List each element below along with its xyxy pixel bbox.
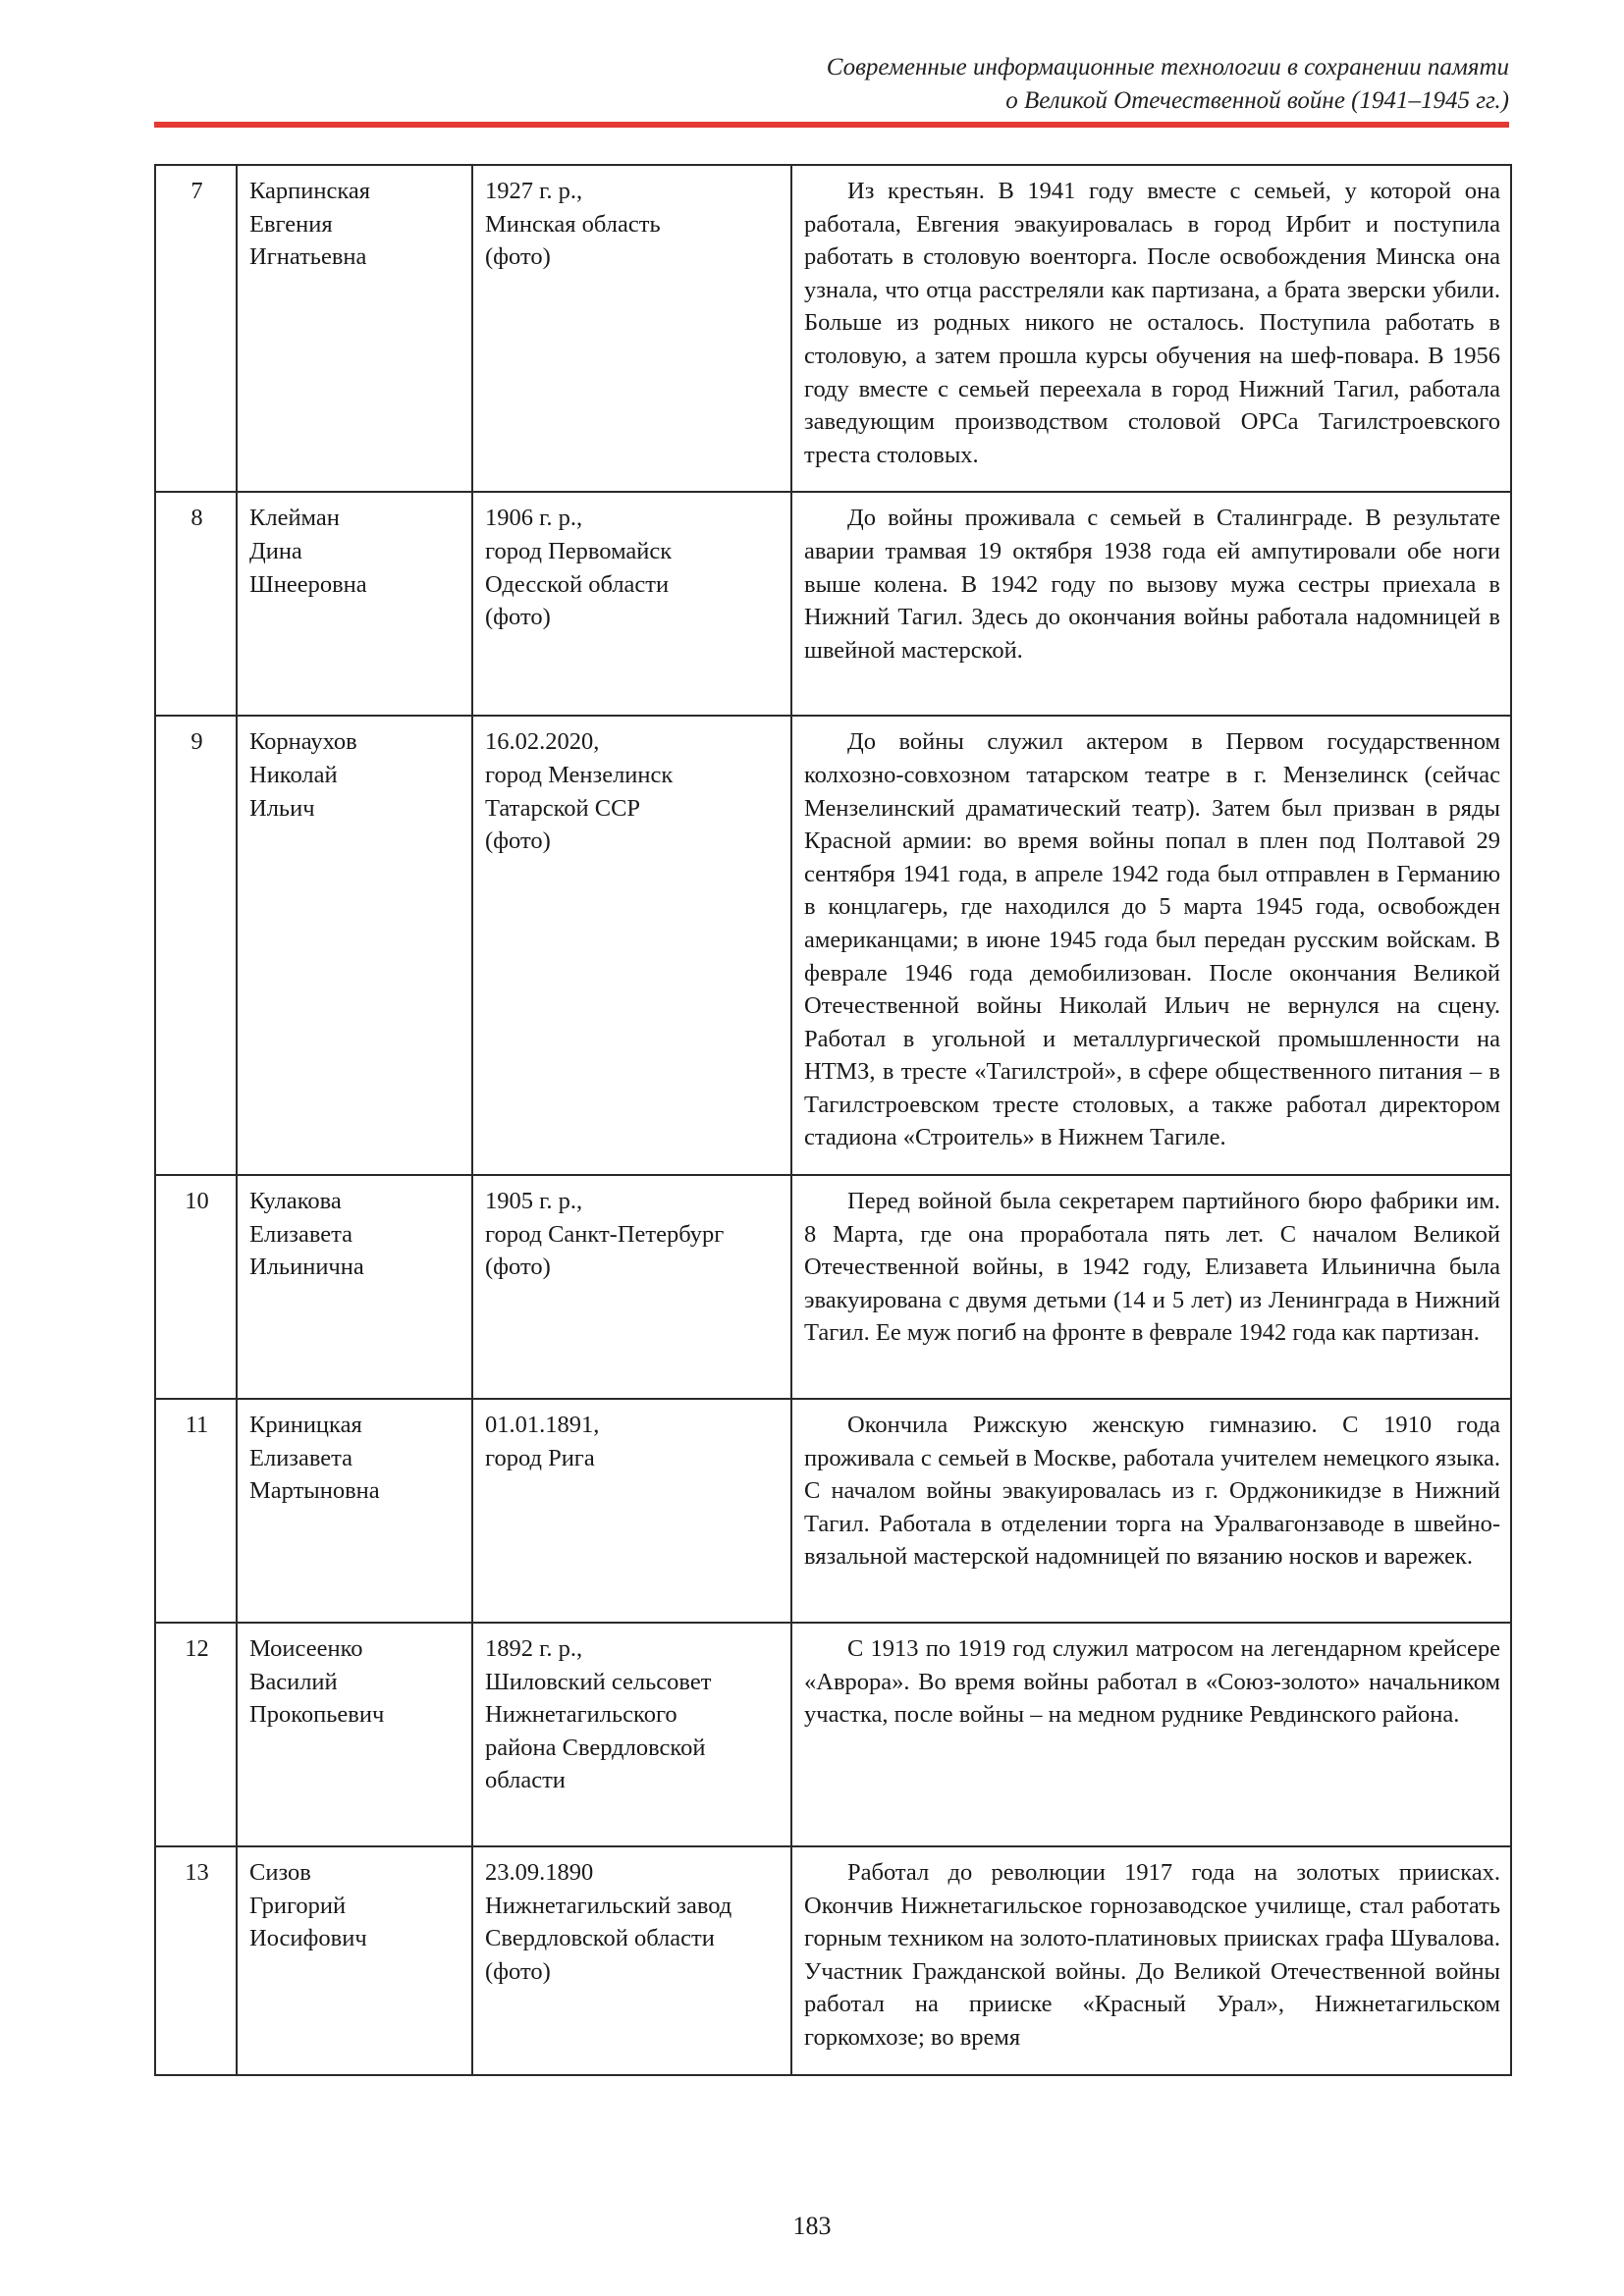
table-row [155,1175,1511,1399]
birth-line: 23.09.1890 [485,1859,594,1887]
table-row [155,165,1511,492]
name-line: Иосифович [249,1925,367,1952]
birth-line: город Мензелинск [485,761,674,788]
name-line: Сизов [249,1859,311,1887]
name-line: Елизавета [249,1220,353,1248]
row-number: 11 [155,1399,237,1623]
person-name [237,165,472,492]
birth-info [472,716,791,1175]
birth-info [472,1846,791,2075]
person-name [237,1623,472,1846]
birth-line: 1927 г. р., [485,178,583,204]
row-number: 13 [155,1846,237,2075]
biography: До войны проживала с семьей в Сталинграде. В результате аварии трамвая 19 октября 1938 года ей ампутировали обе ноги выше колена. В 1942 году по вызову мужа сестры приехала в Нижний Тагил. Здесь до окончания войны работала надомницей в швейной мастерской. [791,492,1511,716]
birth-line: района Свердловской [485,1734,706,1761]
birth-line: области [485,1767,566,1794]
name-line: Николай [249,761,338,788]
name-line: Шнееровна [249,570,367,598]
name-line: Прокопьевич [249,1701,385,1729]
records-table [154,164,1512,2076]
name-line: Евгения [249,210,333,238]
biography: Работал до революции 1917 года на золотых приисках. Окончив Нижнетагильское горнозаводское училище, стал работать горным техником на золото-платиновых приисках графа Шувалова. Участник Гражданской войны. До Великой Отечественной войны работал на прииске «Красный Урал», Нижнетагильском горкомхозе; во время [791,1846,1511,2075]
running-header-line-2: о Великой Отечественной войне (1941–1945 гг.) [1005,87,1509,114]
birth-info [472,1399,791,1623]
person-name [237,1399,472,1623]
birth-line: 1905 г. р., [485,1188,583,1215]
person-name [237,492,472,716]
person-name [237,1175,472,1399]
name-line: Григорий [249,1892,347,1919]
birth-line: город Санкт-Петербург [485,1220,725,1248]
person-name [237,716,472,1175]
biography: До войны служил актером в Первом государственном колхозно-совхозном татарском театре в г. Мензелинск (сейчас Мензелинский драматический театр). Затем был призван в ряды Красной армии: во время войны попал в плен под Полтавой 29 сентября 1941 года, в апреле 1942 года был отправлен в Германию в концлагерь, где находился до 5 марта 1945 года, освобожден американцами; в июне 1945 года был передан русским войскам. В феврале 1946 года демобилизован. После окончания Великой Отечественной войны Николай Ильич не вернулся на сцену. Работал в угольной и металлургической промышленности на НТМЗ, в тресте «Тагилстрой», в сфере общественного питания – в Тагилстроевском тресте столовых, а также работал директором стадиона «Строитель» в Нижнем Тагиле. [791,716,1511,1175]
name-line: Криницкая [249,1412,362,1439]
birth-info [472,492,791,716]
birth-line: 1906 г. р., [485,505,583,532]
birth-line: Одесской области [485,570,670,598]
biography: Окончила Рижскую женскую гимназию. С 1910 года проживала с семьей в Москве, работала учителем немецкого языка. С началом войны эвакуировалась из г. Орджоникидзе в Нижний Тагил. Работала в отделении торга на Уралвагонзаводе в швейно-вязальной мастерской надомницей по вязанию носков и варежек. [791,1399,1511,1623]
birth-line: Минская область [485,210,661,238]
header-divider [154,122,1509,128]
biography: Из крестьян. В 1941 году вместе с семьей, у которой она работала, Евгения эвакуировалась в город Ирбит и поступила работать в столовую военторга. После освобождения Минска она узнала, что отца расстреляли как партизана, а брата зверски убили. Больше из родных никого не осталось. Поступила работать в столовую, а затем прошла курсы обучения на шеф-повара. В 1956 году вместе с семьей переехала в город Нижний Тагил, работала заведующим производством столовой ОРСа Тагилстроевского треста столовых. [791,165,1511,492]
table-row [155,716,1511,1175]
birth-line: (фото) [485,604,551,631]
birth-line: город Рига [485,1444,595,1471]
name-line: Дина [249,537,302,564]
table-row [155,1846,1511,2075]
birth-line: (фото) [485,243,551,271]
birth-line: город Первомайск [485,537,673,564]
row-number: 8 [155,492,237,716]
birth-info [472,1175,791,1399]
biography: С 1913 по 1919 год служил матросом на легендарном крейсере «Аврора». Во время войны работал в «Союз-золото» начальником участка, после войны – на медном руднике Ревдинского района. [791,1623,1511,1846]
row-number: 12 [155,1623,237,1846]
name-line: Кулакова [249,1188,342,1215]
birth-line: Свердловской области [485,1925,715,1952]
table-row [155,1399,1511,1623]
row-number: 9 [155,716,237,1175]
name-line: Клейман [249,505,340,532]
biography: Перед войной была секретарем партийного бюро фабрики им. 8 Марта, где она проработала пять лет. С началом Великой Отечественной войны, в 1942 году, Елизавета Ильинична была эвакуирована с двумя детьми (14 и 5 лет) из Ленинграда в Нижний Тагил. Ее муж погиб на фронте в феврале 1942 года как партизан. [791,1175,1511,1399]
name-line: Карпинская [249,178,371,204]
table-row [155,492,1511,716]
birth-line: 01.01.1891, [485,1412,600,1439]
name-line: Игнатьевна [249,243,367,271]
birth-info [472,1623,791,1846]
table-row [155,1623,1511,1846]
person-name [237,1846,472,2075]
name-line: Корнаухов [249,728,357,756]
birth-line: 1892 г. р., [485,1635,583,1663]
birth-line: Шиловский сельсовет [485,1668,712,1695]
birth-line: (фото) [485,1957,551,1985]
row-number: 7 [155,165,237,492]
name-line: Ильинична [249,1254,364,1281]
birth-line: Нижнетагильский завод [485,1892,732,1919]
birth-line: Татарской ССР [485,794,641,822]
name-line: Мартыновна [249,1477,380,1505]
birth-line: (фото) [485,828,551,855]
birth-line: 16.02.2020, [485,728,600,756]
birth-info [472,165,791,492]
name-line: Моисеенко [249,1635,363,1663]
running-header [527,51,1509,118]
page-number: 183 [792,2212,832,2240]
name-line: Елизавета [249,1444,353,1471]
running-header-line-1: Современные информационные технологии в сохранении памяти [826,54,1509,80]
birth-line: (фото) [485,1254,551,1281]
row-number: 10 [155,1175,237,1399]
birth-line: Нижнетагильского [485,1701,677,1729]
name-line: Василий [249,1668,338,1695]
name-line: Ильич [249,794,315,822]
